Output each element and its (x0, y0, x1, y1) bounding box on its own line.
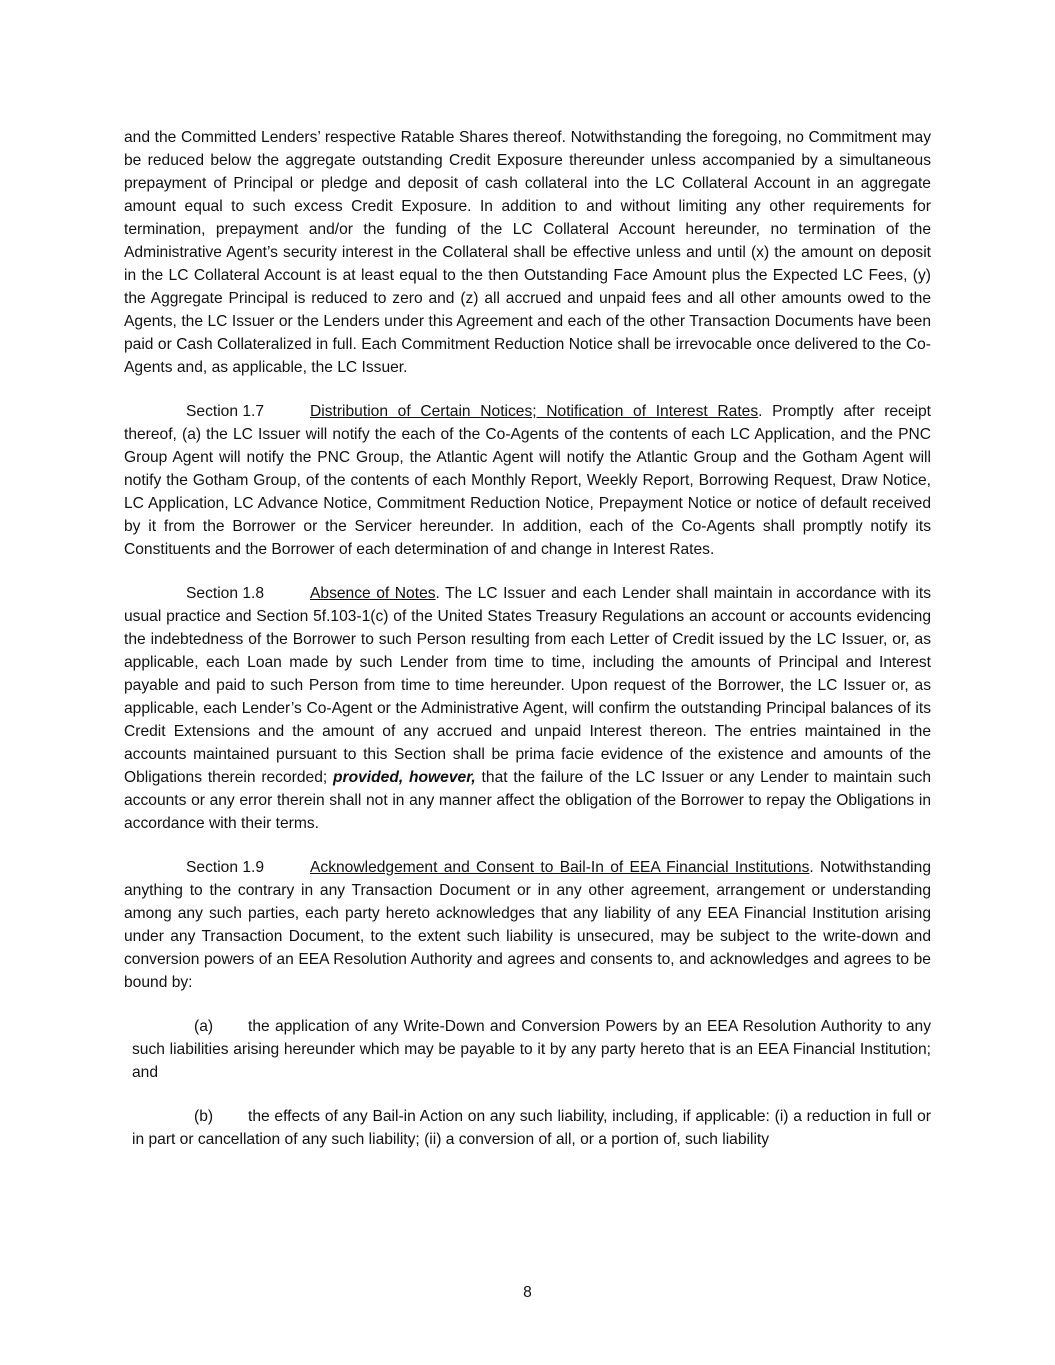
section-number: Section 1.9 (186, 859, 265, 876)
page-body (124, 126, 931, 1151)
section-title: Absence of Notes (310, 585, 436, 602)
section-number: Section 1.7 (186, 403, 265, 420)
section-1-7 (124, 400, 931, 561)
clause-text: the effects of any Bail-in Action on any such liability, including, if applicable: (i) a reduction in full or in part or cancellation of any such liability; (ii) a conversion of all, or a portion of, such liability (132, 1108, 931, 1148)
continuation-paragraph: and the Committed Lenders’ respective Ratable Shares thereof. Notwithstanding the foregoing, no Commitment may be reduced below the aggregate outstanding Credit Exposure thereunder unless accompanied by a simultaneous prepayment of Principal or pledge and deposit of cash collateral into the LC Collateral Account in an aggregate amount equal to such excess Credit Exposure. In addition to and without limiting any other requirements for termination, prepayment and/or the funding of the LC Collateral Account hereunder, no termination of the Administrative Agent’s security interest in the Collateral shall be effective unless and until (x) the amount on deposit in the LC Collateral Account is at least equal to the then Outstanding Face Amount plus the Expected LC Fees, (y) the Aggregate Principal is reduced to zero and (z) all accrued and unpaid fees and all other amounts owed to the Agents, the LC Issuer or the Lenders under this Agreement and each of the other Transaction Documents have been paid or Cash Collateralized in full. Each Commitment Reduction Notice shall be irrevocable once delivered to the Co-Agents and, as applicable, the LC Issuer. (124, 129, 931, 376)
section-1-9 (124, 856, 931, 994)
section-emphasis: provided, however, (333, 769, 476, 786)
section-title: Distribution of Certain Notices; Notification of Interest Rates (310, 403, 759, 420)
clause-b (132, 1105, 931, 1151)
section-body-continued: that the failure of the LC Issuer or any Lender to maintain such accounts or any error therein shall not in any manner affect the obligation of the Borrower to repay the Obligations in accordance with their terms. (124, 769, 931, 832)
clause-text: the application of any Write-Down and Conversion Powers by an EEA Resolution Authority to any such liabilities arising hereunder which may be payable to it by any party hereto that is an EEA Financial Institution; and (132, 1018, 931, 1081)
clause-label: (b) (194, 1108, 214, 1125)
section-body: . The LC Issuer and each Lender shall maintain in accordance with its usual practice and Section 5f.103-1(c) of the United States Treasury Regulations an account or accounts evidencing the indebtedness of the Borrower to such Person resulting from each Letter of Credit issued by the LC Issuer, or, as applicable, each Loan made by such Lender from time to time, including the amounts of Principal and Interest payable and paid to such Person from time to time hereunder. Upon request of the Borrower, the LC Issuer or, as applicable, each Lender’s Co-Agent or the Administrative Agent, will confirm the outstanding Principal balances of its Credit Extensions and the amount of any accrued and unpaid Interest thereon. The entries maintained in the accounts maintained pursuant to this Section shall be prima facie evidence of the existence and amounts of the Obligations therein recorded; (124, 585, 931, 786)
section-body: . Promptly after receipt thereof, (a) the LC Issuer will notify the each of the Co-Agents of the contents of each LC Application, and the PNC Group Agent will notify the PNC Group, the Atlantic Agent will notify the Atlantic Group and the Gotham Agent will notify the Gotham Group, of the contents of each Monthly Report, Weekly Report, Borrowing Request, Draw Notice, LC Application, LC Advance Notice, Commitment Reduction Notice, Prepayment Notice or notice of default received by it from the Borrower or the Servicer hereunder. In addition, each of the Co-Agents shall promptly notify its Constituents and the Borrower of each determination of and change in Interest Rates. (124, 403, 931, 558)
section-title: Acknowledgement and Consent to Bail-In of EEA Financial Institutions (310, 859, 810, 876)
section-body: . Notwithstanding anything to the contrary in any Transaction Document or in any other agreement, arrangement or understanding among any such parties, each party hereto acknowledges that any liability of any EEA Financial Institution arising under any Transaction Document, to the extent such liability is unsecured, may be subject to the write-down and conversion powers of an EEA Resolution Authority and agrees and consents to, and acknowledges and agrees to be bound by: (124, 859, 931, 991)
section-1-8 (124, 582, 931, 835)
clause-label: (a) (194, 1018, 214, 1035)
clause-a (132, 1015, 931, 1084)
page-number: 8 (523, 1284, 532, 1301)
section-number: Section 1.8 (186, 585, 265, 602)
